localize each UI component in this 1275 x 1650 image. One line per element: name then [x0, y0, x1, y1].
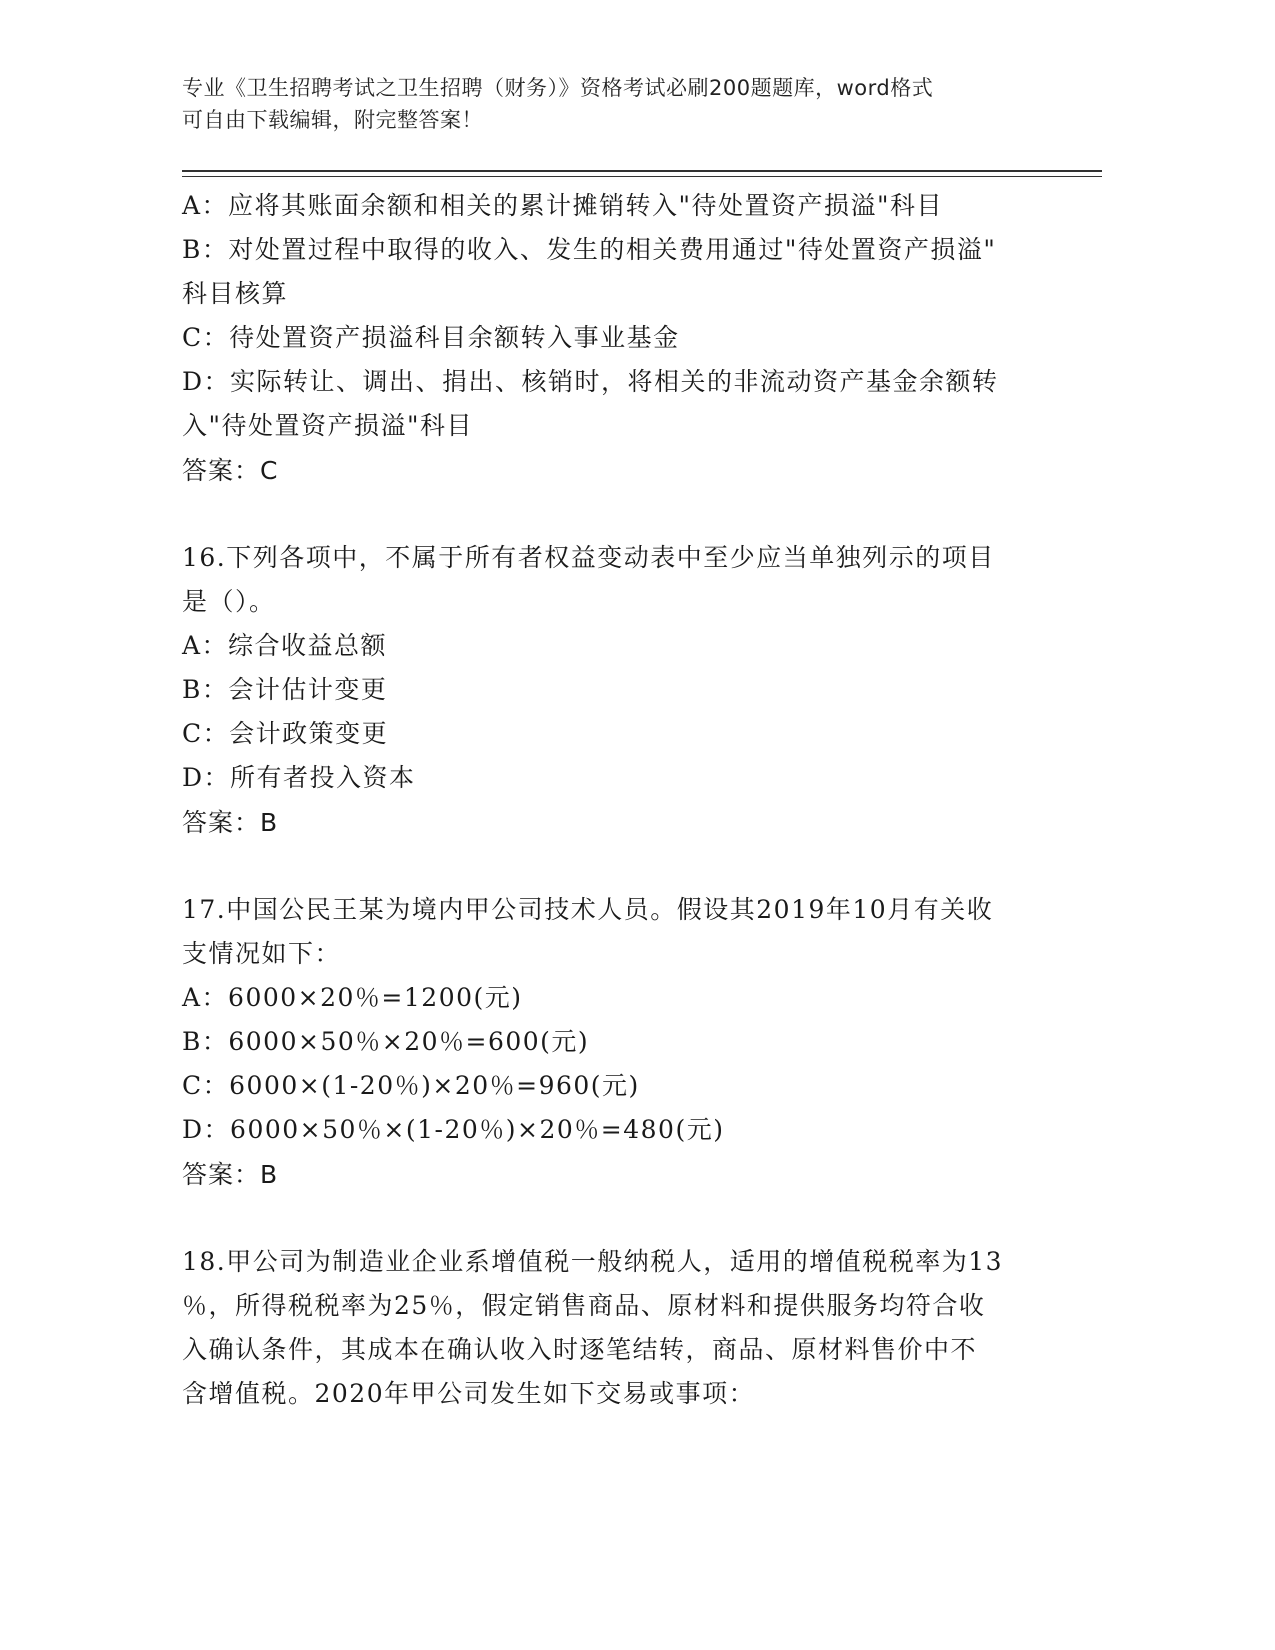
document-header — [182, 72, 1042, 136]
option-d-cont: 入"待处置资产损溢"科目 — [182, 411, 473, 440]
answer: 答案：B — [182, 808, 279, 837]
question-text: 18.甲公司为制造业企业系增值税一般纳税人，适用的增值税税率为13 — [182, 1247, 1004, 1276]
option-c: C：待处置资产损溢科目余额转入事业基金 — [182, 323, 680, 352]
question-text-cont-3: 含增值税。2020年甲公司发生如下交易或事项： — [182, 1379, 756, 1408]
question-text-cont: 支情况如下： — [182, 939, 342, 968]
question-text-cont: 是（）。 — [182, 587, 276, 616]
header-line-1: 专业《卫生招聘考试之卫生招聘（财务）》资格考试必刷200题题库，word格式 — [182, 76, 934, 100]
answer: 答案：C — [182, 456, 279, 485]
option-d: D：实际转让、调出、捐出、核销时，将相关的非流动资产基金余额转 — [182, 367, 999, 396]
option-b: B：会计估计变更 — [182, 675, 388, 704]
option-d: D：所有者投入资本 — [182, 763, 416, 792]
option-c: C：会计政策变更 — [182, 719, 389, 748]
option-b: B：对处置过程中取得的收入、发生的相关费用通过"待处置资产损溢" — [182, 235, 997, 264]
question-text-cont-2: 入确认条件，其成本在确认收入时逐笔结转，商品、原材料售价中不 — [182, 1335, 978, 1364]
question-text-cont-1: ％，所得税税率为25％，假定销售商品、原材料和提供服务均符合收 — [182, 1291, 986, 1320]
option-d: D：6000×50％×(1-20％)×20％=480(元) — [182, 1115, 725, 1144]
prev-question — [182, 184, 1042, 494]
option-a: A：应将其账面余额和相关的累计摊销转入"待处置资产损溢"科目 — [182, 191, 944, 220]
question-17 — [182, 888, 1042, 1198]
header-divider-thin — [182, 176, 1102, 177]
option-c: C：6000×(1-20％)×20％=960(元) — [182, 1071, 640, 1100]
header-line-2: 可自由下载编辑，附完整答案！ — [182, 108, 483, 132]
option-a: A：综合收益总额 — [182, 631, 388, 660]
question-text: 17.中国公民王某为境内甲公司技术人员。假设其2019年10月有关收 — [182, 895, 994, 924]
option-b-cont: 科目核算 — [182, 279, 289, 308]
answer: 答案：B — [182, 1160, 279, 1189]
question-16 — [182, 536, 1042, 846]
option-a: A：6000×20％=1200(元) — [182, 983, 523, 1012]
question-18 — [182, 1240, 1042, 1416]
question-text: 16.下列各项中，不属于所有者权益变动表中至少应当单独列示的项目 — [182, 543, 995, 572]
question-content — [182, 184, 1042, 1416]
option-b: B：6000×50％×20％=600(元) — [182, 1027, 590, 1056]
header-divider-thick — [182, 170, 1102, 172]
